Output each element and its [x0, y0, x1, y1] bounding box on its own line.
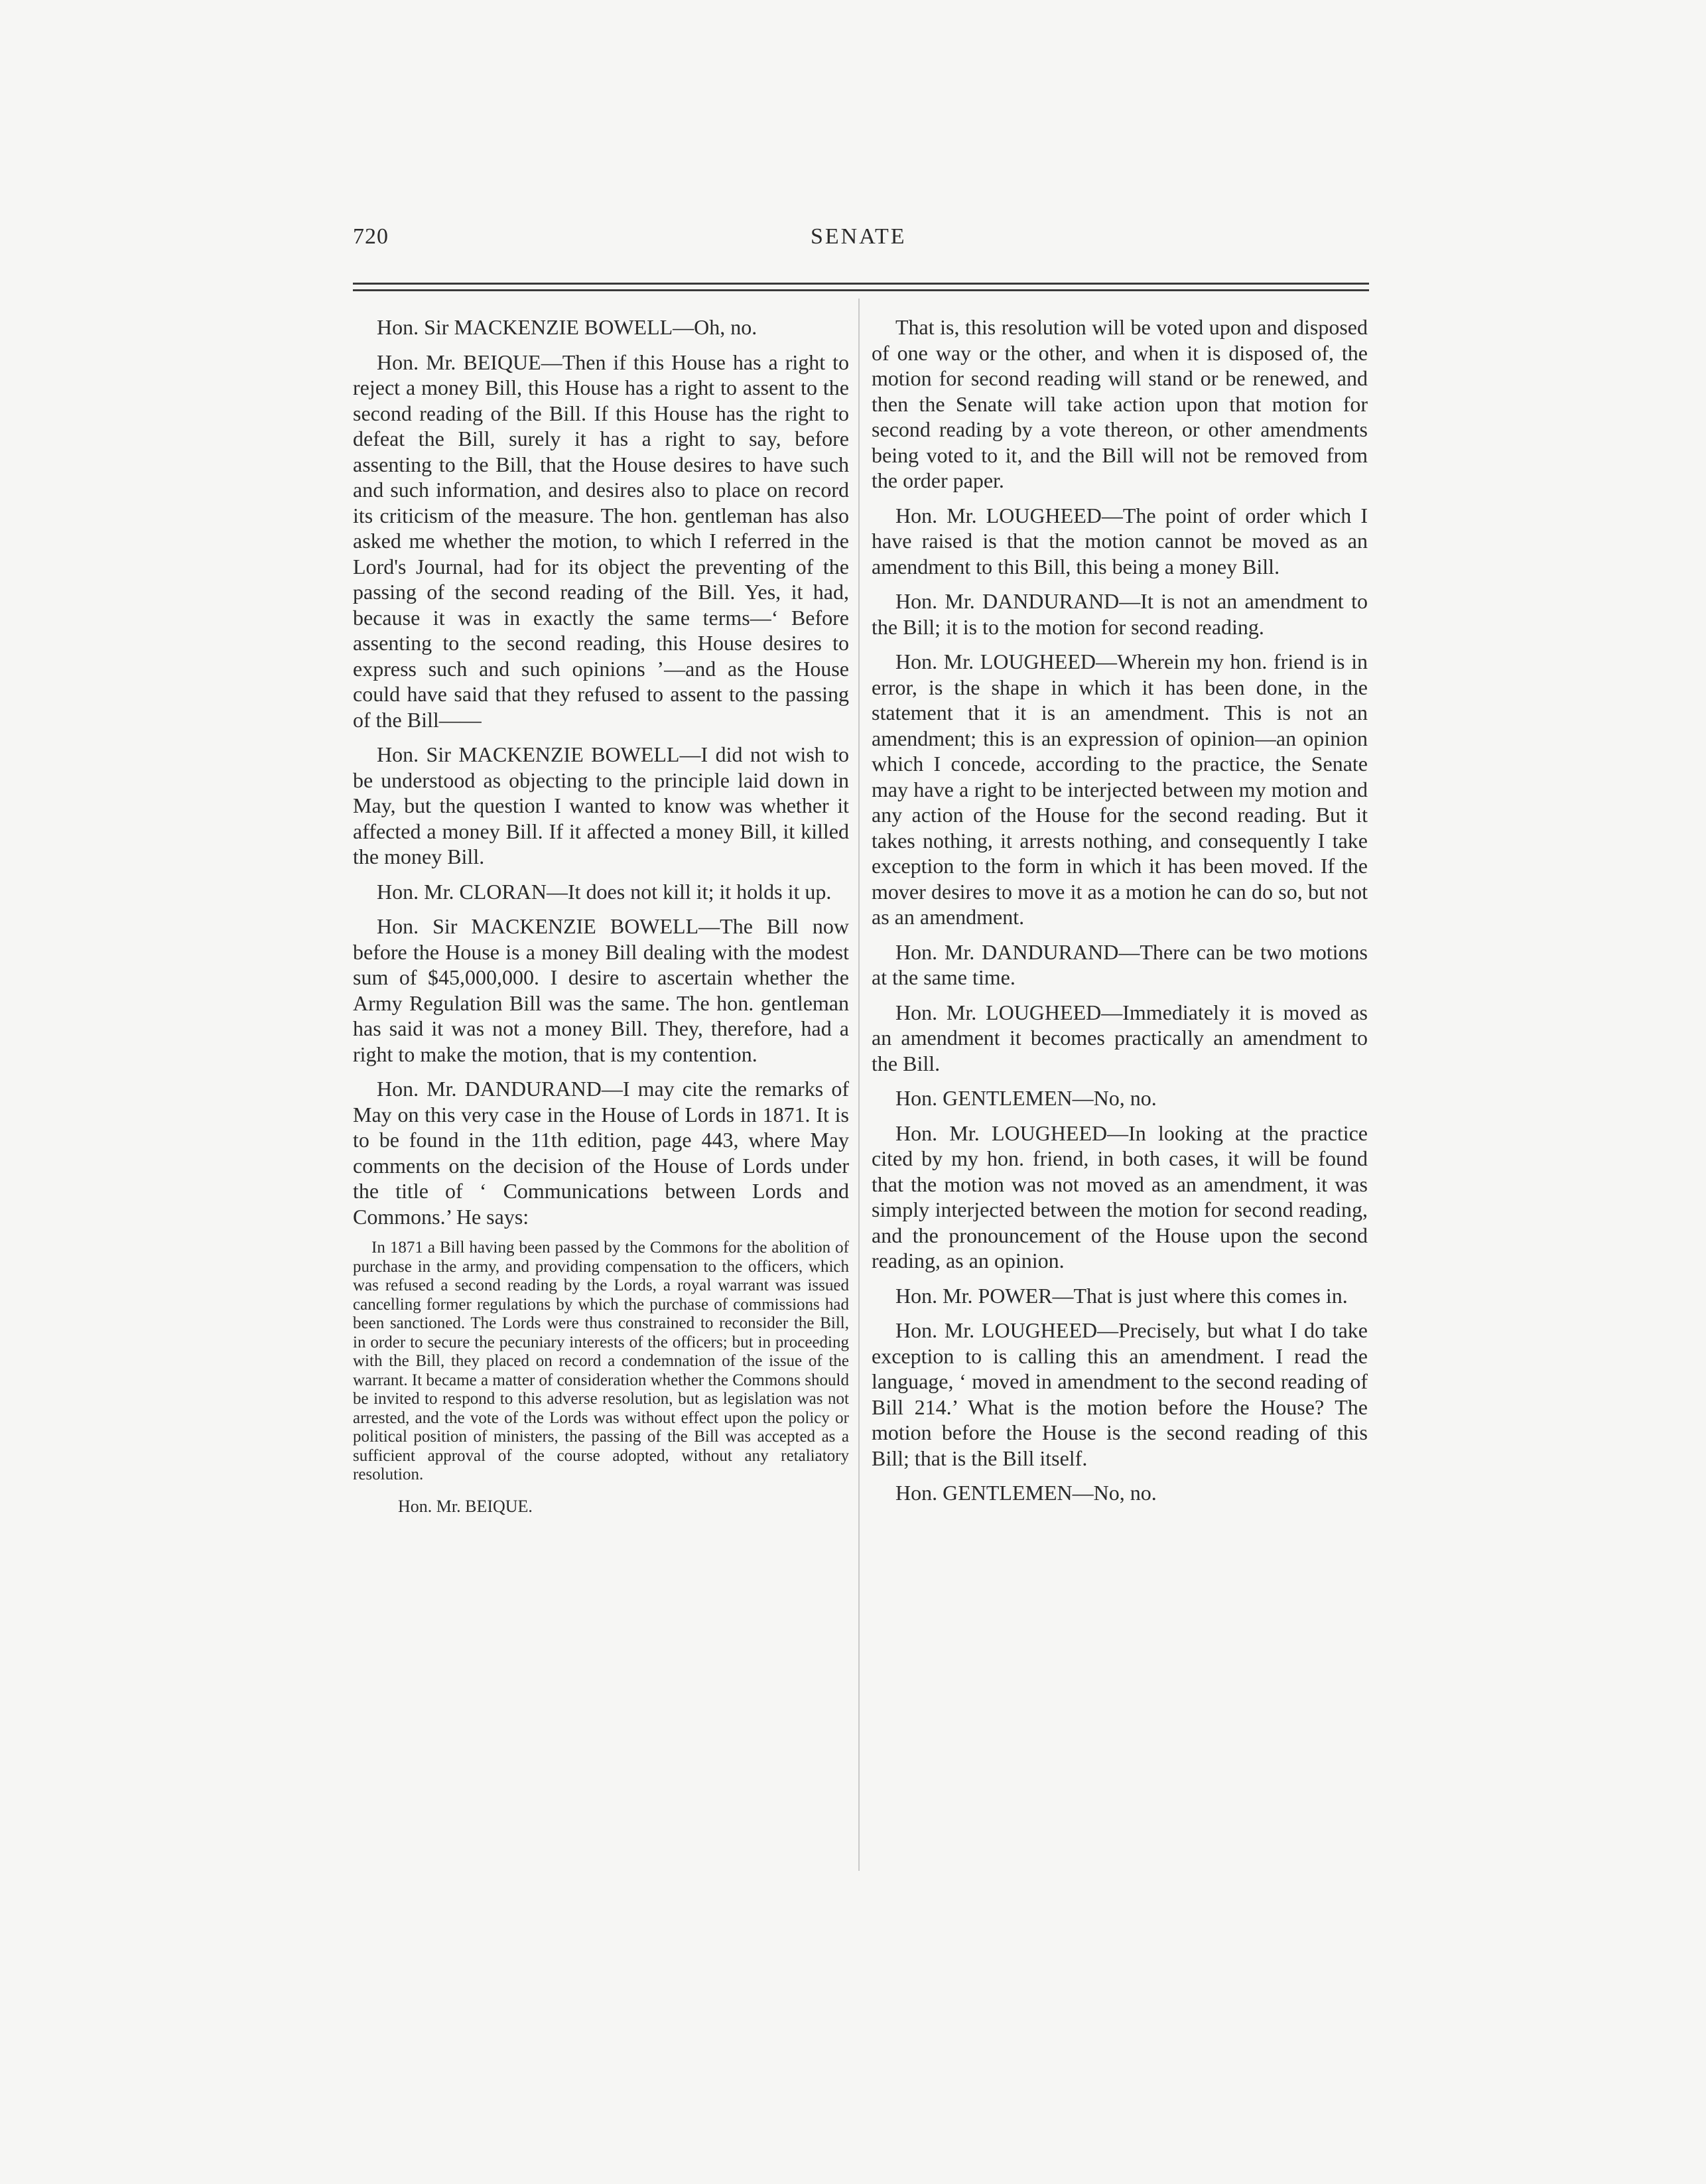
- right-paragraph: Hon. Mr. LOUGHEED—The point of order which I have raised is that the motion cannot be moved as an amendment to this Bill, this being a money Bill.: [872, 503, 1368, 579]
- right-paragraph: Hon. Mr. POWER—That is just where this comes in.: [895, 1283, 1348, 1308]
- block-quote: In 1871 a Bill having been passed by the Commons for the abolition of purchase in the army, and providing compensation to the officers, which was refused a second reading by the Lords, a royal warrant was issued cancelling former regulations by which the purchase of commissions had been sanctioned. The Lords were thus constrained to reconsider the Bill, in order to secure the pecuniary interests of the officers; but in proceeding with the Bill, they placed on record a condemnation of the issue of the warrant. It became a matter of consideration whether the Commons should be invited to respond to this adverse resolution, but as legislation was not arrested, and the vote of the Lords was without effect upon the policy or political position of ministers, the passing of the Bill was accepted as a sufficient approval of the course adopted, without any retaliatory resolution.: [353, 1239, 849, 1483]
- left-paragraph: Hon. Sir MACKENZIE BOWELL—The Bill now before the House is a money Bill dealing with the modest sum of $45,000,000. I desire to ascertain whether the Army Regulation Bill was the same. The hon. gentleman has said it was not a money Bill. They, therefore, had a right to make the motion, that is my contention.: [353, 914, 849, 1066]
- right-paragraph: Hon. Mr. DANDURAND—It is not an amendment to the Bill; it is to the motion for second reading.: [872, 589, 1368, 639]
- right-paragraph: Hon. Mr. DANDURAND—There can be two motions at the same time.: [872, 939, 1368, 989]
- left-paragraph: Hon. Mr. BEIQUE—Then if this House has a right to reject a money Bill, this House has a right to assent to the second reading of the Bill. If this House has the right to defeat the Bill, surely it has a right to say, before assenting to the Bill, that the House desires to have such and such information, and desires also to place on record its criticism of the measure. The hon. gentleman has also asked me whether the motion, to which I referred in the Lord's Journal, had for its object the preventing of the passing of the second reading of the Bill. Yes, it had, because it was in exactly the same terms—‘ Before assenting to the second reading, this House desires to express such and such opinions ’—and as the House could have said that they refused to assent to the passing of the Bill——: [353, 350, 849, 732]
- left-column: [353, 314, 849, 1519]
- left-paragraph: Hon. Mr. DANDURAND—I may cite the remarks of May on this very case in the House of Lords in 1871. It is to be found in the 11th edition, page 443, where May comments on the decision of the House of Lords under the title of ‘ Communications between Lords and Commons.’ He says:: [353, 1077, 849, 1229]
- left-paragraph: Hon. Sir MACKENZIE BOWELL—Oh, no.: [377, 315, 757, 339]
- continuation-paragraph: That is, this resolution will be voted upon and disposed of one way or the other, and when it is disposed of, the motion for second reading will stand or be renewed, and then the Senate will take action upon that motion for second reading by a vote thereon, or other amendments being voted to it, and the Bill will not be removed from the order paper.: [872, 315, 1368, 492]
- header-rule-top: [353, 283, 1369, 285]
- left-paragraph: Hon. Mr. CLORAN—It does not kill it; it holds it up.: [377, 879, 832, 904]
- left-paragraph: Hon. Sir MACKENZIE BOWELL—I did not wish to be understood as objecting to the principle laid down in May, but the question I wanted to know was whether it affected a money Bill. If it affected a money Bill, it killed the money Bill.: [353, 742, 849, 868]
- right-paragraph: Hon. GENTLEMEN—No, no.: [895, 1481, 1157, 1505]
- right-paragraph: Hon. Mr. LOUGHEED—In looking at the practice cited by my hon. friend, in both cases, it will be found that the motion was not moved as an amendment, it was simply interjected between the motion for second reading, and the pronouncement of the House upon the second reading, as an opinion.: [872, 1121, 1368, 1272]
- header-rule-bottom: [353, 289, 1369, 291]
- signoff: Hon. Mr. BEIQUE.: [398, 1496, 533, 1516]
- right-paragraph: Hon. Mr. LOUGHEED—Wherein my hon. friend is in error, is the shape in which it has been done, in the statement that it is an amendment. This is not an amendment; this is an expression of opinion—an opinion which I concede, according to the practice, the Senate may have a right to be interjected between my motion and any action of the House for the second reading. But it takes nothing, it arrests nothing, and consequently I take exception to the form in which it has been moved. If the mover desires to move it as a motion he can do so, but not as an amendment.: [872, 649, 1368, 929]
- page-number: 720: [353, 224, 389, 249]
- right-paragraph: Hon. Mr. LOUGHEED—Precisely, but what I do take exception to is calling this an amendment. I read the language, ‘ moved in amendment to the second reading of Bill 214.’ What is the motion before the House? The motion before the House is the second reading of this Bill; that is the Bill itself.: [872, 1318, 1368, 1470]
- right-paragraph: Hon. GENTLEMEN—No, no.: [895, 1086, 1157, 1110]
- column-divider: [858, 299, 860, 1871]
- page-title: SENATE: [811, 224, 907, 249]
- right-column: [872, 314, 1368, 1515]
- right-paragraph: Hon. Mr. LOUGHEED—Immediately it is moved as an amendment it becomes practically an amendment to the Bill.: [872, 1000, 1368, 1075]
